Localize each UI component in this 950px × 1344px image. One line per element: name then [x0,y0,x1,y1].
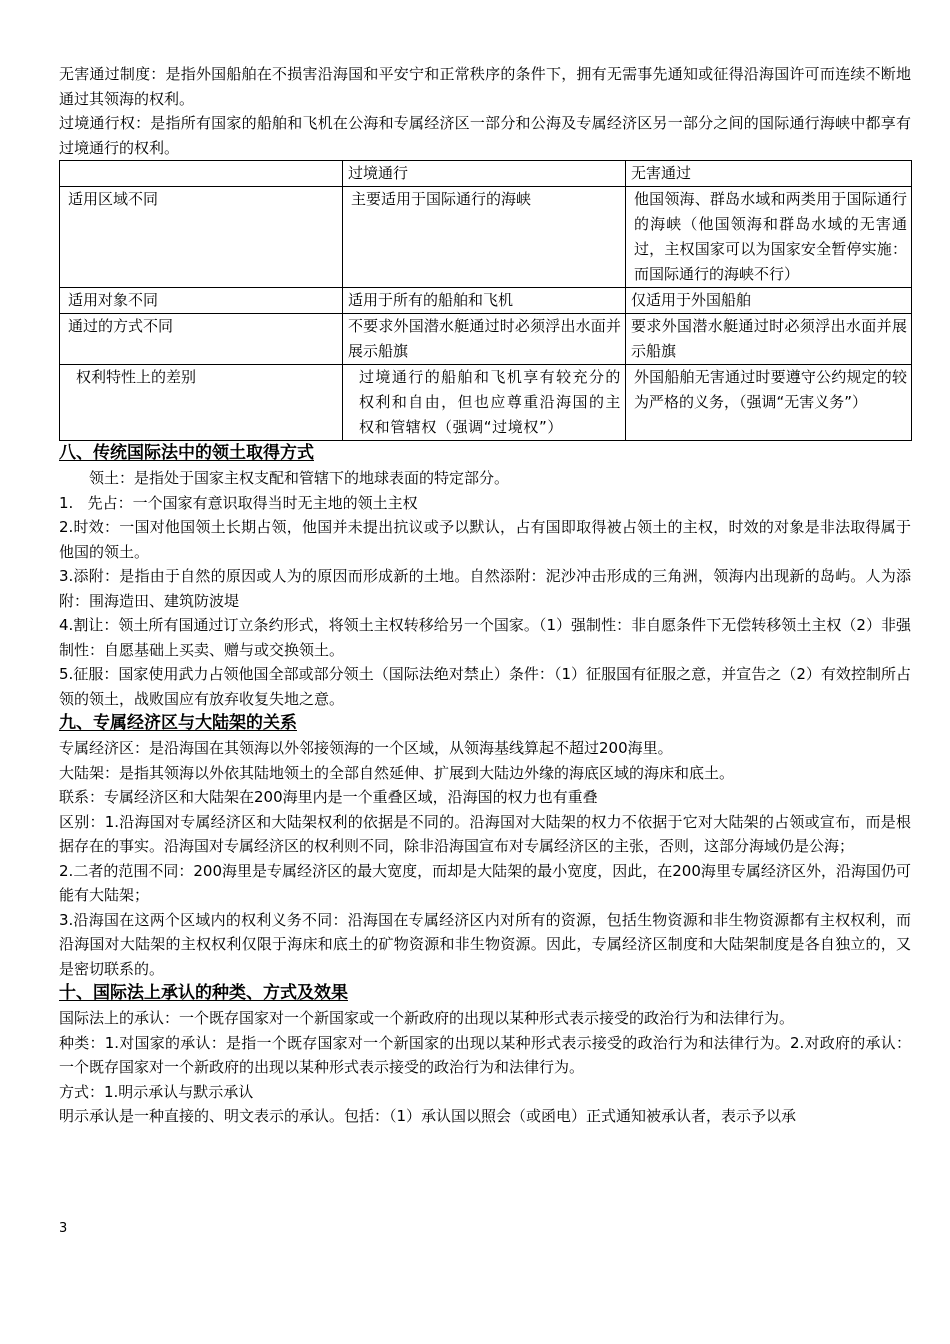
territory-definition: 领土：是指处于国家主权支配和管辖下的地球表面的特定部分。 [89,469,510,487]
paragraph: 明示承认是一种直接的、明文表示的承认。包括：（1）承认国以照会（或函电）正式通知被承认者，表示予以承 [59,1107,797,1125]
paragraph: 方式：1.明示承认与默示承认 [59,1082,254,1101]
table-cell: 主要适用于国际通行的海峡 [343,187,626,288]
transit-passage-definition: 过境通行权：是指所有国家的船舶和飞机在公海和专属经济区一部分和公海及专属经济区另一部分之间的国际通行海峡中都享有过境通行的权利。 [59,114,911,157]
section-heading: 十、国际法上承认的种类、方式及效果 [59,983,348,1003]
paragraph: 国际法上的承认：一个既存国家对一个新国家或一个新政府的出现以某种形式表示接受的政治行为和法律行为。 [59,1009,795,1027]
table-cell: 适用对象不同 [60,288,343,314]
table-cell: 适用于所有的船舶和飞机 [343,288,626,314]
list-item: 1. 先占：一个国家有意识取得当时无主地的领土主权 [59,493,418,512]
paragraph: 2.二者的范围不同：200海里是专属经济区的最大宽度，而却是大陆架的最小宽度，因此，在200海里专属经济区外，沿海国仍可能有大陆架； [59,861,911,904]
table-row [60,288,912,314]
section-heading: 九、专属经济区与大陆架的关系 [59,713,297,733]
table-header-cell: 无害通过 [626,161,912,187]
section-heading: 八、传统国际法中的领土取得方式 [59,443,314,463]
document-body [59,62,911,1129]
table-cell: 仅适用于外国船舶 [626,288,912,314]
table-header-row [60,161,912,187]
table-cell: 外国船舶无害通过时要遵守公约规定的较为严格的义务，（强调“无害义务”） [626,365,912,441]
paragraph: 3.沿海国在这两个区域内的权利义务不同：沿海国在专属经济区内对所有的资源，包括生物资源和非生物资源都有主权权利，而沿海国对大陆架的主权权利仅限于海床和底土的矿物资源和非生物资源。因此，专属经济区制度和大陆架制度是各自独立的，又是密切联系的。 [59,910,911,978]
page-number: 3 [59,1221,68,1236]
paragraph: 种类：1.对国家的承认：是指一个既存国家对一个新国家的出现以某种形式表示接受的政治行为和法律行为。2.对政府的承认：一个既存国家对一个新政府的出现以某种形式表示接受的政治行为和法律行为。 [59,1033,911,1076]
table-row [60,314,912,365]
list-item: 5.征服：国家使用武力占领他国全部或部分领土（国际法绝对禁止）条件：（1）征服国有征服之意，并宣告之（2）有效控制所占领的领土，战败国应有放弃收复失地之意。 [59,665,911,708]
innocent-passage-definition: 无害通过制度：是指外国船舶在不损害沿海国和平安宁和正常秩序的条件下，拥有无需事先通知或征得沿海国许可而连续不断地通过其领海的权利。 [59,65,911,108]
table-cell: 过境通行的船舶和飞机享有较充分的权利和自由，但也应尊重沿海国的主权和管辖权（强调“过境权”） [343,365,626,441]
list-item: 4.割让：领土所有国通过订立条约形式，将领土主权转移给另一个国家。（1）强制性：非自愿条件下无偿转移领土主权（2）非强制性：自愿基础上买卖、赠与或交换领土。 [59,616,911,659]
paragraph: 专属经济区：是沿海国在其领海以外邻接领海的一个区域，从领海基线算起不超过200海里。 [59,739,673,757]
paragraph: 联系：专属经济区和大陆架在200海里内是一个重叠区域，沿海国的权力也有重叠 [59,788,598,806]
table-cell: 权利特性上的差别 [60,365,343,441]
paragraph: 区别：1.沿海国对专属经济区和大陆架权利的依据是不同的。沿海国对大陆架的权力不依据于它对大陆架的占领或宣布，而是根据存在的事实。沿海国对专属经济区的权利则不同，除非沿海国宣布对专属经济区的主张，否则，这部分海域仍是公海； [59,812,911,855]
table-header-cell: 过境通行 [343,161,626,187]
table-row [60,187,912,288]
list-item: 2.时效：一国对他国领土长期占领，他国并未提出抗议或予以默认，占有国即取得被占领土的主权，时效的对象是非法取得属于他国的领土。 [59,518,911,561]
table-cell: 通过的方式不同 [60,314,343,365]
table-header-cell [60,161,343,187]
table-row [60,365,912,441]
comparison-table [59,160,912,441]
table-cell: 他国领海、群岛水域和两类用于国际通行的海峡（他国领海和群岛水域的无害通过，主权国家可以为国家安全暂停实施：而国际通行的海峡不行） [626,187,912,288]
paragraph: 大陆架：是指其领海以外依其陆地领土的全部自然延伸、扩展到大陆边外缘的海底区域的海床和底土。 [59,763,735,782]
table-cell: 要求外国潜水艇通过时必须浮出水面并展示船旗 [626,314,912,365]
table-cell: 适用区域不同 [60,187,343,288]
table-cell: 不要求外国潜水艇通过时必须浮出水面并展示船旗 [343,314,626,365]
list-item: 3.添附：是指由于自然的原因或人为的原因而形成新的土地。自然添附：泥沙冲击形成的三角洲，领海内出现新的岛屿。人为添附：围海造田、建筑防波堤 [59,567,911,610]
